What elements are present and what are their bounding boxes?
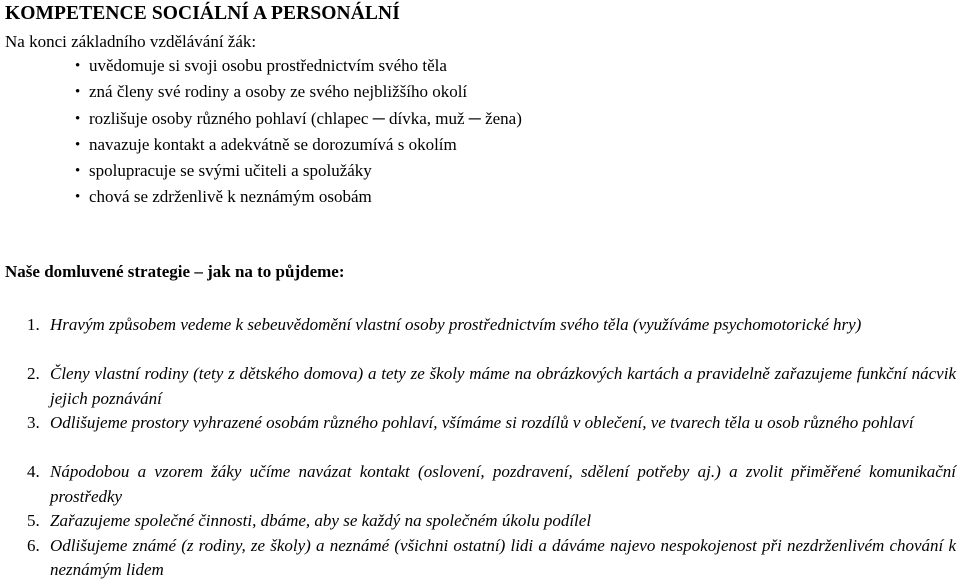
strategy-text: Nápodobou a vzorem žáky učíme navázat kontakt (oslovení, pozdravení, sdělení potřeby aj.) a zvolit přiměřené komunikační prostředky — [50, 462, 956, 506]
strategy-heading: Naše domluvené strategie – jak na to půjdeme: — [5, 262, 345, 281]
list-item — [0, 54, 522, 80]
section-title: KOMPETENCE SOCIÁLNÍ A PERSONÁLNÍ — [5, 3, 400, 24]
bullet-icon: • — [75, 163, 81, 180]
list-item-text: chová se zdrženlivě k neznámým osobám — [89, 187, 372, 207]
strategy-number: 2. — [27, 364, 40, 383]
strategy-text: Členy vlastní rodiny (tety z dětského domova) a tety ze školy máme na obrázkových kartách a pravidelně zařazujeme funkční nácvik jejich poznávání — [50, 364, 956, 408]
list-item — [0, 107, 522, 133]
list-item-text: rozlišuje osoby různého pohlaví (chlapec ─ dívka, muž ─ žena) — [89, 108, 522, 128]
list-item-text: spolupracuje se svými učiteli a spolužáky — [89, 161, 372, 181]
strategy-number: 1. — [27, 315, 40, 334]
strategy-number: 4. — [27, 462, 40, 481]
list-item-text: zná členy své rodiny a osoby ze svého nejbližšího okolí — [89, 82, 468, 102]
strategy-text: Zařazujeme společné činnosti, dbáme, aby se každý na společném úkolu podílel — [50, 511, 592, 530]
strategy-text: Odlišujeme známé (z rodiny, ze školy) a neznámé (všichni ostatní) lidi a dáváme najevo nespokojenost při nezdrženlivém chování k neznámým lidem — [50, 535, 956, 579]
strategy-text: Hravým způsobem vedeme k sebeuvědomění vlastní osoby prostřednictvím svého těla (využíváme psychomotorické hry) — [50, 315, 862, 334]
bullet-icon: • — [75, 136, 81, 153]
strategy-item — [0, 313, 960, 362]
bullet-icon: • — [75, 189, 81, 206]
bullet-icon: • — [75, 110, 81, 127]
strategy-item — [0, 509, 960, 534]
list-item-text: navazuje kontakt a adekvátně se dorozumívá s okolím — [89, 134, 457, 154]
strategy-number: 3. — [27, 413, 40, 432]
intro-text: Na konci základního vzdělávání žák: — [5, 32, 257, 51]
strategy-item — [0, 362, 960, 411]
strategy-list — [0, 313, 960, 583]
strategy-number: 5. — [27, 511, 40, 530]
list-item — [0, 159, 522, 185]
list-item — [0, 133, 522, 159]
competence-list — [0, 54, 522, 212]
list-item — [0, 185, 522, 211]
strategy-item — [0, 534, 960, 583]
strategy-number: 6. — [27, 535, 40, 555]
bullet-icon: • — [75, 58, 81, 74]
strategy-item — [0, 411, 960, 460]
strategy-text: Odlišujeme prostory vyhrazené osobám různého pohlaví, všímáme si rozdílů v oblečení, ve tvarech těla u osob různého pohlaví — [50, 413, 914, 432]
list-item — [0, 80, 522, 106]
list-item-text: uvědomuje si svoji osobu prostřednictvím svého těla — [89, 56, 447, 75]
strategy-item — [0, 460, 960, 509]
bullet-icon: • — [75, 84, 81, 101]
